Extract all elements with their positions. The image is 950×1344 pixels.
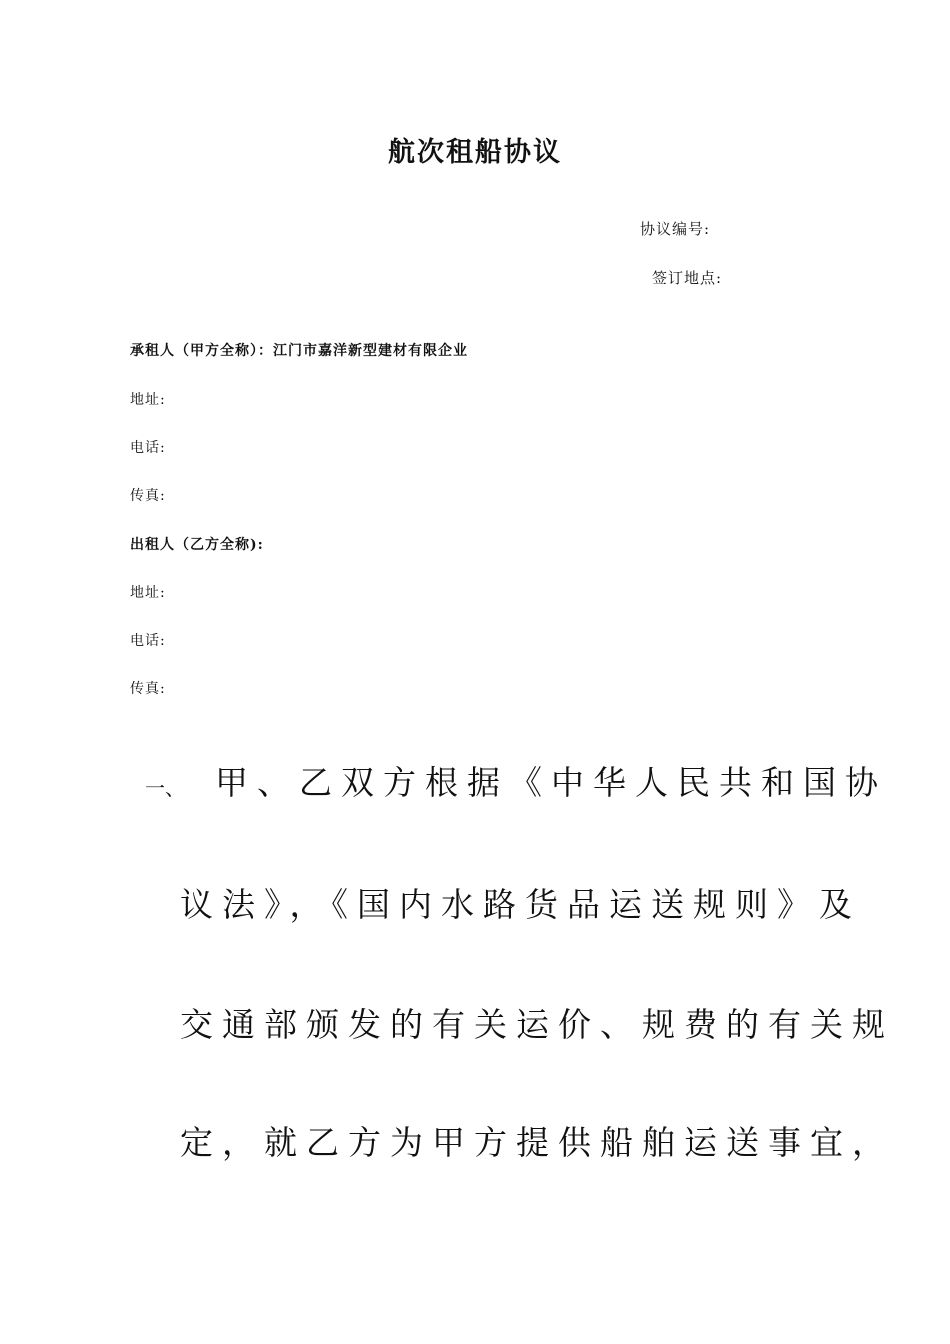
signing-place-row (652, 267, 726, 288)
clause-1-line: 交通部颁发的有关运价、规费的有关规 (180, 1005, 894, 1044)
party-a-address-row (130, 389, 170, 409)
party-a-address-label: 地址: (130, 392, 166, 408)
party-a-heading-row (130, 340, 468, 360)
party-b-heading: 出租人（乙方全称): (130, 537, 264, 553)
party-a-fax-label: 传真: (130, 488, 166, 504)
party-b-phone-label: 电话: (130, 633, 166, 649)
document-title: 航次租船协议 (388, 137, 562, 168)
party-a-heading: 承租人（甲方全称）： (130, 343, 273, 359)
party-b-heading-row (130, 534, 264, 554)
party-b-address-row (130, 582, 170, 602)
party-a-name: 江门市嘉洋新型建材有限企业 (273, 343, 468, 359)
party-b-phone-row (130, 630, 170, 650)
party-a-phone-row (130, 437, 170, 457)
party-b-fax-row (130, 678, 170, 698)
party-b-fax-label: 传真: (130, 681, 166, 697)
party-b-address-label: 地址: (130, 585, 166, 601)
agreement-number-label: 协议编号: (640, 220, 711, 238)
clause-1-line: 定，就乙方为甲方提供船舶运送事宜， (180, 1123, 894, 1162)
signing-place-label: 签订地点: (652, 269, 723, 287)
clause-1-line: 甲、乙双方根据《中华人民共和国协 (215, 763, 887, 802)
party-a-fax-row (130, 485, 170, 505)
clause-1-line: 议法》，《国内水路货品运送规则》及 (180, 885, 861, 924)
clause-1-marker: 一、 (145, 776, 185, 800)
party-a-phone-label: 电话: (130, 440, 166, 456)
agreement-number-row (640, 218, 714, 239)
